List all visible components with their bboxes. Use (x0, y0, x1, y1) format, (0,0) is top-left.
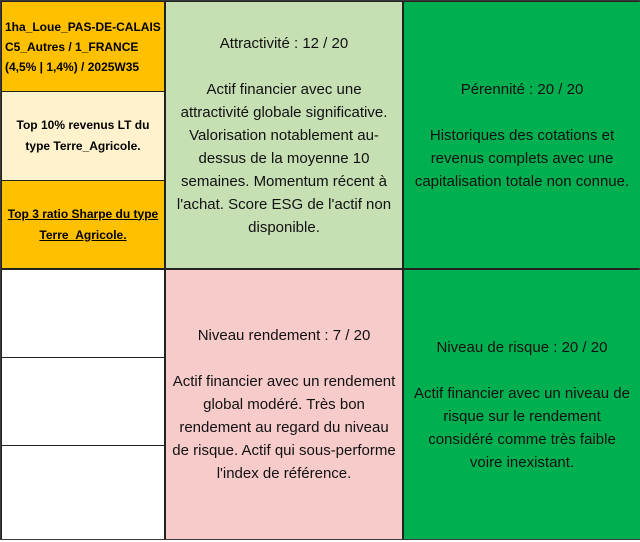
empty-cell-1 (2, 270, 164, 357)
asset-category: C5_Autres / 1_FRANCE (5, 39, 139, 54)
top10-revenue-badge (2, 92, 164, 180)
attractivite-title: Attractivité : 12 / 20 (219, 34, 349, 52)
empty-cell-2 (2, 358, 164, 445)
top3-sharpe-text[interactable]: Top 3 ratio Sharpe du type Terre_Agricole. (7, 206, 159, 242)
empty-cell-3 (2, 446, 164, 539)
perennite-title: Pérennité : 20 / 20 (460, 80, 584, 98)
top3-sharpe-link[interactable] (2, 181, 164, 268)
asset-yield-week: (4,5% | 1,4%) / 2025W35 (5, 59, 140, 74)
rendement-title: Niveau rendement : 7 / 20 (197, 327, 371, 344)
attractivite-panel (166, 2, 402, 268)
perennite-description: Historiques des cotations et revenus complets avec une capitalisation totale non connue. (414, 126, 630, 190)
asset-name: 1ha_Loue_PAS-DE-CALAIS (5, 19, 161, 34)
top10-revenue-text: Top 10% revenus LT du type Terre_Agricole. (16, 118, 150, 153)
asset-info-cell (2, 2, 164, 91)
risque-title: Niveau de risque : 20 / 20 (436, 338, 608, 356)
rendement-description: Actif financier avec un rendement global modéré. Très bon rendement au regard du niveau de risque. Actif qui sous-performe l'index de référence. (172, 373, 396, 482)
asset-info (5, 17, 161, 77)
perennite-panel (404, 2, 640, 268)
rendement-panel (166, 270, 402, 539)
risque-description: Actif financier avec un niveau de risque sur le rendement considéré comme très faible voire inexistant. (414, 384, 630, 471)
risque-panel (404, 270, 640, 539)
attractivite-description: Actif financier avec une attractivité globale significative. Valorisation notablement au-dessus de la moyenne 10 semaines. Momentum récent à l'achat. Score ESG de l'actif non disponible. (176, 80, 392, 236)
